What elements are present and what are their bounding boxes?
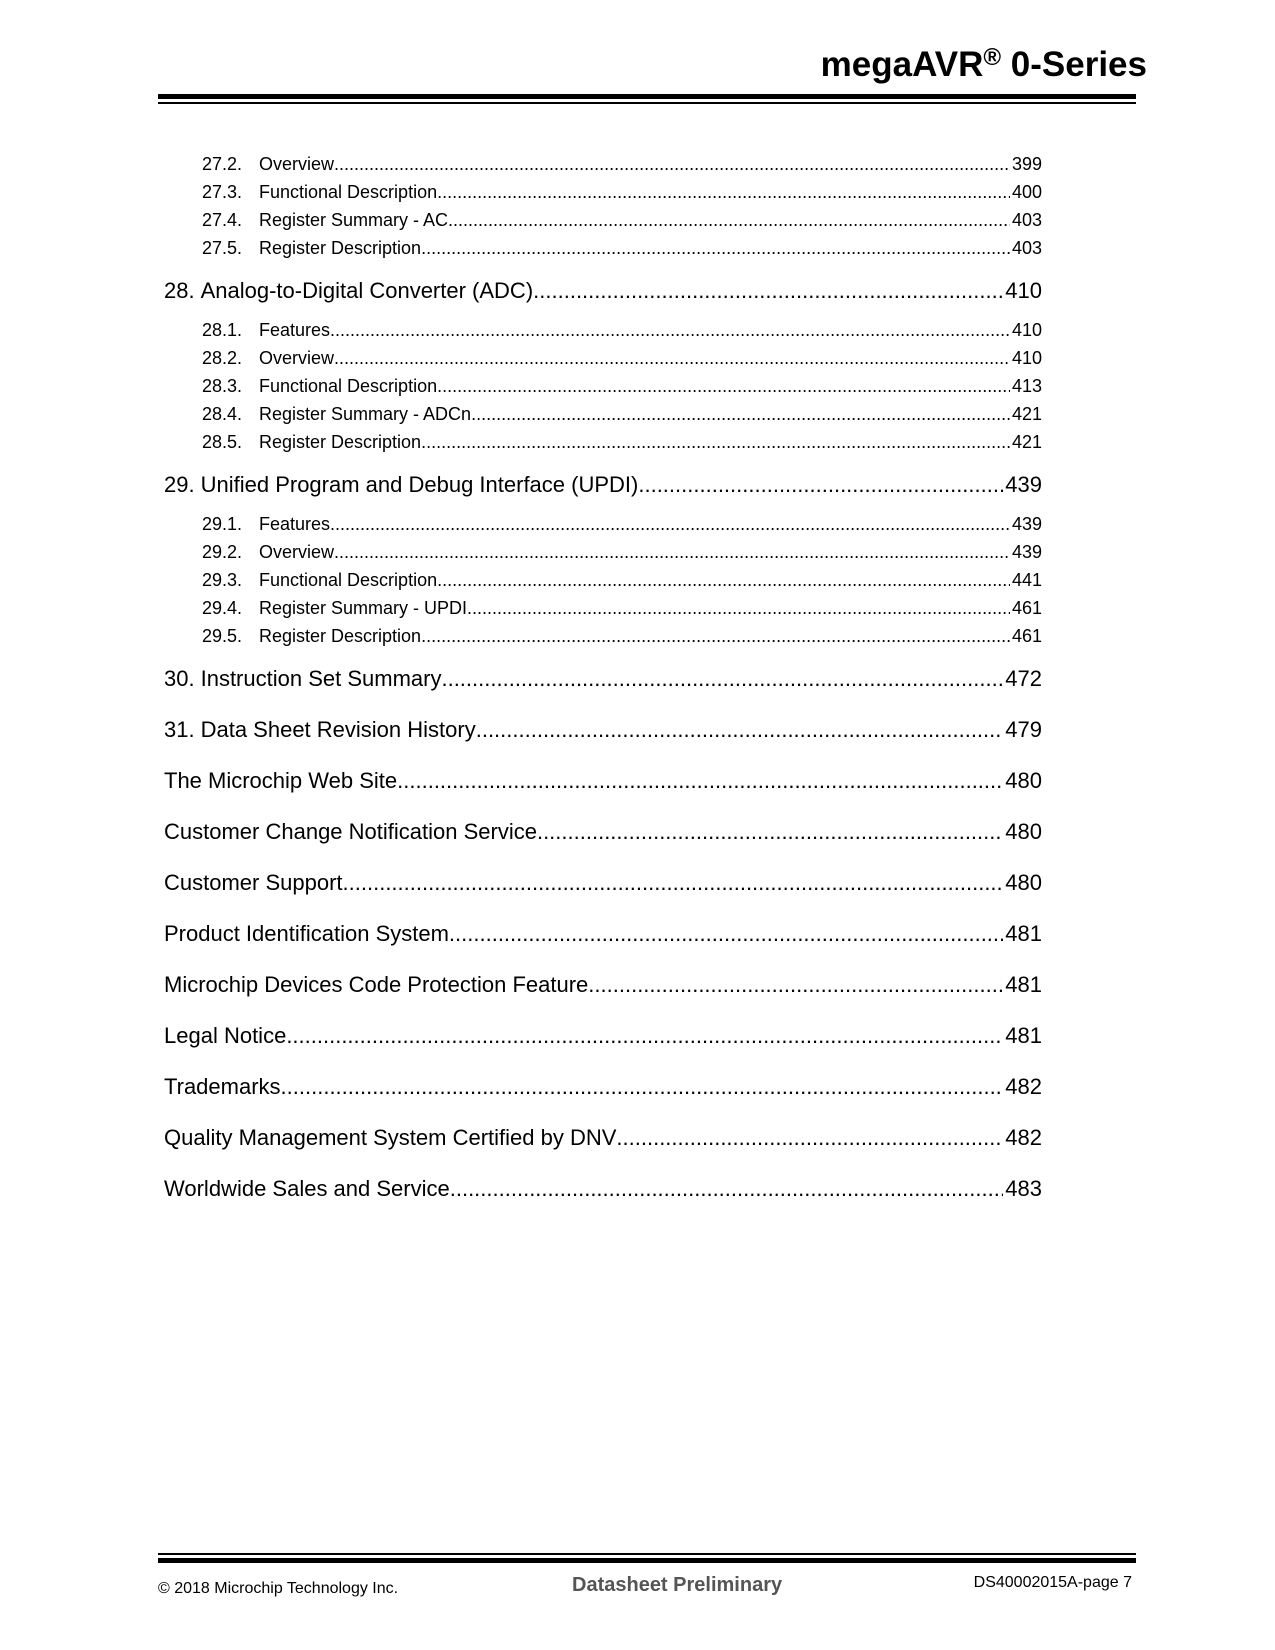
toc-entry-title: Register Description [259, 626, 422, 646]
toc-entry-page: 421 [1011, 432, 1042, 452]
toc-entry-page: 461 [1011, 598, 1042, 618]
toc-dot-leader [616, 1112, 1003, 1163]
toc-back-code-protection[interactable] [164, 959, 1042, 1010]
footer-doc-id: DS40002015A-page 7 [973, 1574, 1132, 1591]
toc-chapter-title: Unified Program and Debug Interface (UPDI) [200, 472, 639, 497]
toc-dot-leader [330, 316, 1010, 344]
toc-entry-27-2[interactable] [164, 150, 1042, 178]
title-main: megaAVR [820, 45, 984, 84]
toc-entry-page: 403 [1011, 238, 1042, 258]
toc-dot-leader [437, 178, 1010, 206]
toc-entry-page: 439 [1011, 514, 1042, 534]
toc-entry-number: 27.3. [202, 182, 243, 202]
page-footer [158, 1568, 1136, 1598]
table-of-contents [164, 150, 1042, 1214]
toc-dot-leader [397, 755, 1003, 806]
toc-dot-leader [421, 428, 1010, 456]
footer-rule-thin [158, 1553, 1136, 1555]
toc-entry-page: 441 [1011, 570, 1042, 590]
title-suffix: 0-Series [1001, 45, 1147, 84]
toc-back-title: Microchip Devices Code Protection Feature [164, 972, 589, 997]
toc-dot-leader [421, 622, 1010, 650]
toc-entry-title: Functional Description [259, 570, 438, 590]
toc-entry-28-3[interactable] [164, 372, 1042, 400]
toc-dot-leader [421, 234, 1010, 262]
toc-entry-28-2[interactable] [164, 344, 1042, 372]
document-title [821, 44, 1147, 85]
toc-entry-number: 28.1. [202, 320, 243, 340]
toc-chapter-30[interactable] [164, 653, 1042, 704]
toc-back-page: 482 [1005, 1125, 1042, 1150]
toc-entry-page: 439 [1011, 542, 1042, 562]
toc-entry-page: 421 [1011, 404, 1042, 424]
toc-dot-leader [476, 704, 1004, 755]
toc-chapter-number: 28. [164, 278, 195, 303]
toc-back-page: 480 [1005, 870, 1042, 895]
toc-back-page: 481 [1005, 1023, 1042, 1048]
toc-entry-number: 29.2. [202, 542, 243, 562]
toc-chapter-page: 410 [1005, 278, 1042, 303]
toc-dot-leader [334, 538, 1010, 566]
toc-entry-27-3[interactable] [164, 178, 1042, 206]
toc-entry-28-4[interactable] [164, 400, 1042, 428]
toc-back-web-site[interactable] [164, 755, 1042, 806]
toc-dot-leader [537, 806, 1003, 857]
toc-entry-number: 28.4. [202, 404, 243, 424]
toc-entry-28-1[interactable] [164, 316, 1042, 344]
toc-chapter-29[interactable] [164, 459, 1042, 510]
toc-chapter-number: 29. [164, 472, 195, 497]
toc-entry-page: 399 [1011, 154, 1042, 174]
toc-entry-page: 403 [1011, 210, 1042, 230]
toc-dot-leader [343, 857, 1004, 908]
toc-entry-title: Register Summary - UPDI [259, 598, 468, 618]
toc-back-page: 482 [1005, 1074, 1042, 1099]
toc-back-product-id[interactable] [164, 908, 1042, 959]
toc-back-title: Product Identification System [164, 921, 449, 946]
toc-dot-leader [437, 372, 1010, 400]
toc-chapter-page: 439 [1005, 472, 1042, 497]
toc-entry-title: Register Description [259, 238, 422, 258]
toc-back-page: 481 [1005, 921, 1042, 946]
toc-entry-page: 413 [1011, 376, 1042, 396]
toc-back-title: Trademarks [164, 1074, 281, 1099]
toc-back-legal-notice[interactable] [164, 1010, 1042, 1061]
toc-entry-title: Features [259, 320, 331, 340]
toc-chapter-number: 30. [164, 666, 195, 691]
toc-entry-title: Functional Description [259, 182, 438, 202]
toc-entry-title: Register Summary - AC [259, 210, 449, 230]
toc-back-page: 480 [1005, 819, 1042, 844]
toc-dot-leader [330, 510, 1010, 538]
toc-back-title: Customer Change Notification Service [164, 819, 537, 844]
toc-dot-leader [588, 959, 1003, 1010]
toc-back-change-notification[interactable] [164, 806, 1042, 857]
toc-dot-leader [286, 1010, 1003, 1061]
toc-back-title: Worldwide Sales and Service [164, 1176, 450, 1201]
toc-entry-number: 28.3. [202, 376, 243, 396]
toc-dot-leader [334, 344, 1010, 372]
toc-chapter-number: 31. [164, 717, 195, 742]
toc-dot-leader [334, 150, 1010, 178]
toc-chapter-page: 472 [1005, 666, 1042, 691]
toc-entry-29-2[interactable] [164, 538, 1042, 566]
toc-dot-leader [638, 459, 1003, 510]
toc-entry-number: 29.5. [202, 626, 243, 646]
toc-dot-leader [533, 265, 1003, 316]
toc-entry-page: 410 [1011, 320, 1042, 340]
toc-entry-title: Overview [259, 154, 335, 174]
toc-back-title: Quality Management System Certified by DNV [164, 1125, 617, 1150]
toc-entry-27-5[interactable] [164, 234, 1042, 262]
toc-back-quality-management[interactable] [164, 1112, 1042, 1163]
toc-back-page: 481 [1005, 972, 1042, 997]
registered-mark: ® [983, 44, 1002, 71]
toc-dot-leader [467, 594, 1010, 622]
footer-rule-thick [158, 1558, 1136, 1563]
toc-entry-number: 28.2. [202, 348, 243, 368]
toc-back-worldwide-sales[interactable] [164, 1163, 1042, 1214]
toc-entry-title: Overview [259, 348, 335, 368]
toc-back-title: Customer Support [164, 870, 343, 895]
toc-back-title: The Microchip Web Site [164, 768, 398, 793]
toc-entry-number: 28.5. [202, 432, 243, 452]
toc-entry-title: Features [259, 514, 331, 534]
toc-dot-leader [441, 653, 1003, 704]
toc-entry-number: 27.2. [202, 154, 243, 174]
toc-dot-leader [437, 566, 1010, 594]
toc-dot-leader [449, 908, 1003, 959]
toc-entry-29-4[interactable] [164, 594, 1042, 622]
toc-entry-number: 29.3. [202, 570, 243, 590]
toc-entry-page: 410 [1011, 348, 1042, 368]
toc-dot-leader [281, 1061, 1004, 1112]
toc-back-page: 480 [1005, 768, 1042, 793]
toc-chapter-28[interactable] [164, 265, 1042, 316]
toc-entry-27-4[interactable] [164, 206, 1042, 234]
toc-entry-page: 461 [1011, 626, 1042, 646]
toc-entry-title: Functional Description [259, 376, 438, 396]
footer-status: Datasheet Preliminary [572, 1574, 783, 1596]
footer-copyright: © 2018 Microchip Technology Inc. [158, 1580, 399, 1597]
toc-back-customer-support[interactable] [164, 857, 1042, 908]
toc-entry-29-5[interactable] [164, 622, 1042, 650]
toc-entry-number: 29.4. [202, 598, 243, 618]
header-rule-thin [158, 102, 1136, 104]
toc-chapter-page: 479 [1005, 717, 1042, 742]
toc-back-trademarks[interactable] [164, 1061, 1042, 1112]
toc-entry-title: Register Description [259, 432, 422, 452]
toc-entry-28-5[interactable] [164, 428, 1042, 456]
toc-dot-leader [471, 400, 1010, 428]
toc-chapter-31[interactable] [164, 704, 1042, 755]
toc-entry-number: 27.5. [202, 238, 243, 258]
toc-entry-title: Overview [259, 542, 335, 562]
toc-entry-number: 27.4. [202, 210, 243, 230]
toc-entry-29-3[interactable] [164, 566, 1042, 594]
header-rule-thick [158, 94, 1136, 99]
toc-back-page: 483 [1005, 1176, 1042, 1201]
toc-entry-number: 29.1. [202, 514, 243, 534]
toc-entry-title: Register Summary - ADCn [259, 404, 472, 424]
toc-dot-leader [448, 206, 1010, 234]
toc-back-title: Legal Notice [164, 1023, 287, 1048]
toc-chapter-title: Instruction Set Summary [200, 666, 442, 691]
toc-entry-page: 400 [1011, 182, 1042, 202]
toc-dot-leader [450, 1163, 1004, 1214]
toc-chapter-title: Data Sheet Revision History [200, 717, 476, 742]
toc-chapter-title: Analog-to-Digital Converter (ADC) [200, 278, 534, 303]
toc-entry-29-1[interactable] [164, 510, 1042, 538]
